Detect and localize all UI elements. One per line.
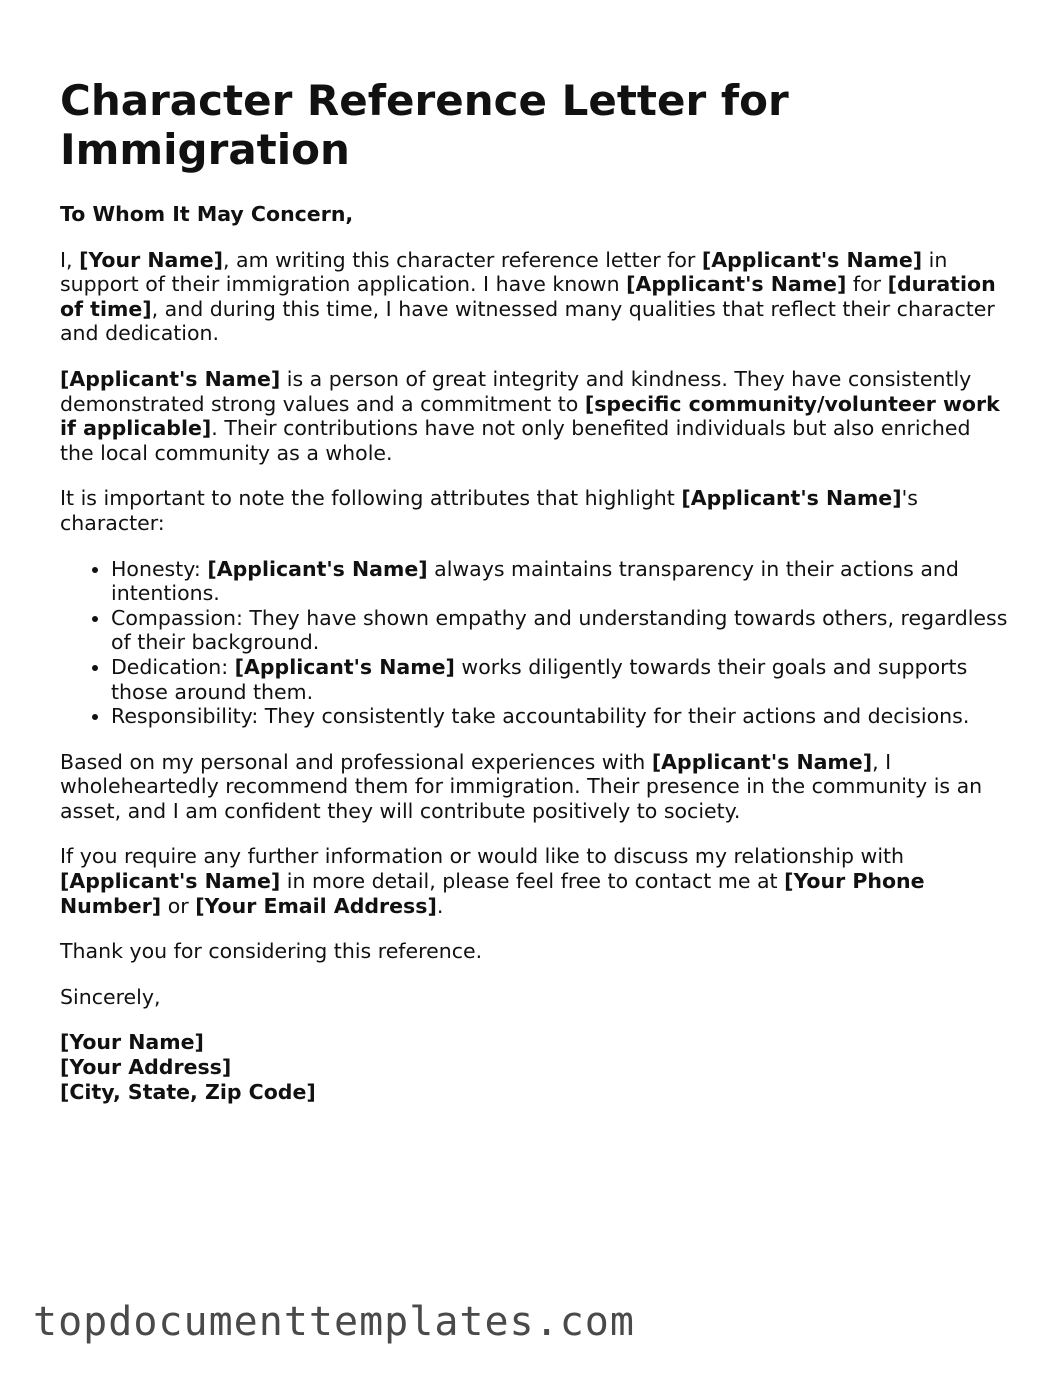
signature-address: [Your Address] xyxy=(60,1055,232,1080)
letter-page xyxy=(60,76,1010,1125)
signature-block xyxy=(60,1030,1010,1104)
list-item: • Compassion: They have shown empathy and understanding towards others, regardless of their background. xyxy=(111,606,1010,655)
letter-title: Character Reference Letter for Immigration xyxy=(60,76,789,174)
salutation: To Whom It May Concern, xyxy=(60,202,354,226)
paragraph-recommendation: Based on my personal and professional experiences with [Applicant's Name], I wholeheartedly recommend them for immigration. Their presence in the community is an asset, and I am confident they will contribute positively to society. xyxy=(60,749,983,823)
paragraph-intro: I, [Your Name], am writing this character reference letter for [Applicant's Name] in support of their immigration application. I have known [Applicant's Name] for [duration of time], and during this time, I have witnessed many qualities that reflect their character and dedication. xyxy=(60,247,996,346)
list-item: • Dedication: [Applicant's Name] works diligently towards their goals and supports those around them. xyxy=(111,655,1010,704)
watermark: topdocumenttemplates.com xyxy=(33,1299,635,1345)
thanks-line: Thank you for considering this reference. xyxy=(60,939,483,964)
signature-name: [Your Name] xyxy=(60,1030,204,1055)
signature-city: [City, State, Zip Code] xyxy=(60,1079,316,1104)
attributes-list xyxy=(60,557,1010,729)
list-item: • Honesty: [Applicant's Name] always maintains transparency in their actions and intentions. xyxy=(111,557,1010,606)
paragraph-attributes-intro: It is important to note the following attributes that highlight [Applicant's Name]'s character: xyxy=(60,486,918,535)
paragraph-contact: If you require any further information or would like to discuss my relationship with [Applicant's Name] in more detail, please feel free to contact me at [Your Phone Number] or [Your Email Address]. xyxy=(60,844,925,918)
closing: Sincerely, xyxy=(60,984,161,1009)
list-item: • Responsibility: They consistently take accountability for their actions and decisions. xyxy=(111,704,1010,729)
paragraph-integrity: [Applicant's Name] is a person of great integrity and kindness. They have consistently demonstrated strong values and a commitment to [specific community/volunteer work if applicable]. Their contributions have not only benefited individuals but also enriched the local community as a whole. xyxy=(60,366,1000,465)
